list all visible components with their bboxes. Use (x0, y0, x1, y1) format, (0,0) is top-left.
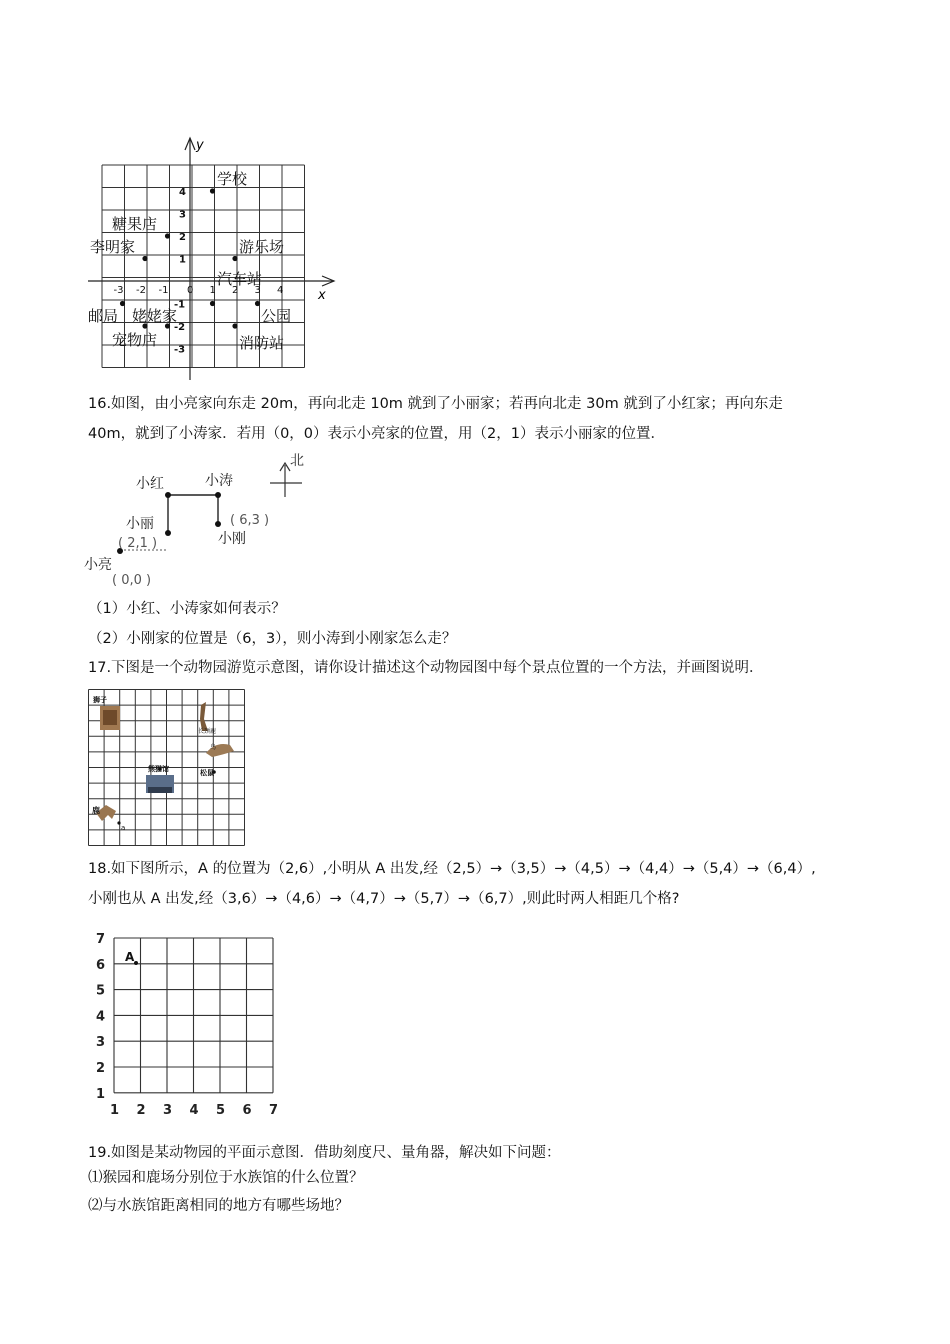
x-tick-label: 2 (232, 285, 239, 296)
point-xiaotao (215, 492, 221, 498)
coordinate-map-figure (80, 130, 350, 385)
label-liming-home: 李明家 (90, 238, 136, 256)
x-tick-label: 1 (110, 1102, 120, 1116)
q19-sub1: ⑴猴园和鹿场分别位于水族馆的什么位置？ (88, 1170, 364, 1186)
q19-sub2: ⑵与水族馆距离相同的地方有哪些场地？ (88, 1198, 349, 1214)
label-point-a-q18: A (125, 950, 135, 964)
x-tick-label: 2 (136, 1102, 146, 1116)
label-xiaoli-coord: ( 2,1 ) (118, 536, 158, 551)
label-xiaogang: 小刚 (218, 531, 246, 547)
y-tick-label: 3 (96, 1035, 106, 1051)
label-xiaogang-coord: ( 6,3 ) (230, 513, 270, 528)
q16-text-line1: 16.如图，由小亮家向东走 20m，再向北走 10m 就到了小丽家；若再向北走 30m 就到了小红家；再向东走 (88, 396, 783, 412)
label-hall: 熊猫馆 (148, 765, 169, 773)
y-tick-label: 5 (96, 983, 106, 999)
y-tick-label: 1 (96, 1086, 106, 1102)
point-bus-stop (210, 301, 215, 306)
label-xiaohong: 小红 (136, 476, 164, 492)
label-xiaoliang-coord: ( 0,0 ) (112, 573, 152, 588)
y-tick-label: 1 (179, 254, 186, 266)
point-fire-station (232, 323, 237, 328)
point-post-office (120, 301, 125, 306)
y-tick-label: 3 (179, 209, 186, 221)
label-fire-station: 消防站 (239, 334, 285, 352)
x-tick-label: 4 (277, 285, 284, 296)
giraffe-icon (200, 702, 208, 731)
label-grandma-home: 姥姥家 (132, 307, 178, 325)
x-tick-label: 1 (209, 285, 216, 296)
x-tick-label: 0 (187, 285, 194, 296)
label-school: 学校 (217, 170, 248, 188)
point-park (255, 301, 260, 306)
label-park: 公园 (261, 307, 292, 325)
point-a-q18 (134, 961, 138, 965)
y-tick-label: 6 (96, 957, 106, 973)
q17-text-line1: 17.下图是一个动物园游览示意图，请你设计描述这个动物园图中每个景点位置的一个方法，并画图说明． (88, 660, 764, 676)
q16-sub1: （1）小红、小涛家如何表示？ (88, 601, 286, 617)
q18-text-line1: 18.如下图所示，A 的位置为（2,6）,小明从 A 出发,经（2,5）→（3,5）→（4,5）→（4,4）→（5,4）→（6,4）, (88, 861, 816, 877)
label-amusement-park: 游乐场 (239, 238, 285, 256)
label-giraffe: 长颈鹿 (198, 728, 217, 735)
y-tick-label: -1 (174, 299, 186, 311)
label-bus-stop: 汽车站 (217, 270, 263, 288)
x-tick-label: 6 (242, 1102, 252, 1116)
label-pet-store: 宠物店 (112, 331, 158, 349)
label-bird: 鸟 (210, 744, 217, 751)
point-xiaohong (165, 492, 171, 498)
x-tick-label: -2 (136, 285, 146, 296)
x-tick-label: 3 (163, 1102, 173, 1116)
label-deer: 鹿 (92, 806, 100, 815)
zoo-grid-figure (88, 689, 248, 849)
y-tick-label: 4 (179, 187, 186, 198)
point-amusement-park (232, 256, 237, 261)
q16-text-line2: 40m，就到了小涛家．若用（0，0）表示小亮家的位置，用（2，1）表示小丽家的位置． (88, 426, 665, 442)
x-tick-label: -3 (113, 285, 124, 296)
y-tick-label: 7 (96, 932, 106, 947)
label-xiaoli: 小丽 (126, 516, 154, 532)
y-tick-label: 4 (96, 1009, 106, 1025)
x-tick-label: -1 (158, 285, 169, 296)
point-school (210, 188, 215, 193)
label-squirrel: 松鼠 (200, 769, 214, 777)
q16-route-figure (80, 445, 340, 593)
x-tick-label: 5 (216, 1102, 226, 1116)
x-tick-label: 4 (189, 1102, 199, 1116)
route-solid-path (168, 495, 218, 533)
y-tick-label: 2 (179, 232, 186, 243)
point-candy-store (165, 233, 170, 238)
label-a: a (121, 824, 126, 832)
label-lion: 狮子 (93, 696, 107, 704)
x-tick-label: 7 (269, 1102, 279, 1116)
y-axis-label: y (196, 138, 204, 153)
x-tick-label: 3 (254, 285, 261, 296)
q16-sub2: （2）小刚家的位置是（6，3），则小涛到小刚家怎么走？ (88, 631, 457, 647)
y-tick-label: -2 (174, 322, 186, 333)
label-xiaotao: 小涛 (205, 473, 233, 489)
label-post-office: 邮局 (88, 307, 119, 325)
x-axis-label: x (318, 288, 326, 303)
point-xiaogang (215, 521, 221, 527)
label-candy-store: 糖果店 (112, 215, 158, 233)
q18-grid-figure (88, 930, 288, 1116)
q19-text-line1: 19.如图是某动物园的平面示意图．借助刻度尺、量角器，解决如下问题： (88, 1145, 561, 1161)
north-label: 北 (290, 453, 304, 469)
q18-text-line2: 小刚也从 A 出发,经（3,6）→（4,6）→（4,7）→（5,7）→（6,7）,则此时两人相距几个格? (88, 891, 680, 907)
y-tick-label: -3 (174, 344, 186, 356)
y-tick-label: 2 (96, 1061, 106, 1076)
point-liming-home (142, 256, 147, 261)
label-xiaoliang: 小亮 (84, 557, 112, 573)
point-xiaoli (165, 530, 171, 536)
